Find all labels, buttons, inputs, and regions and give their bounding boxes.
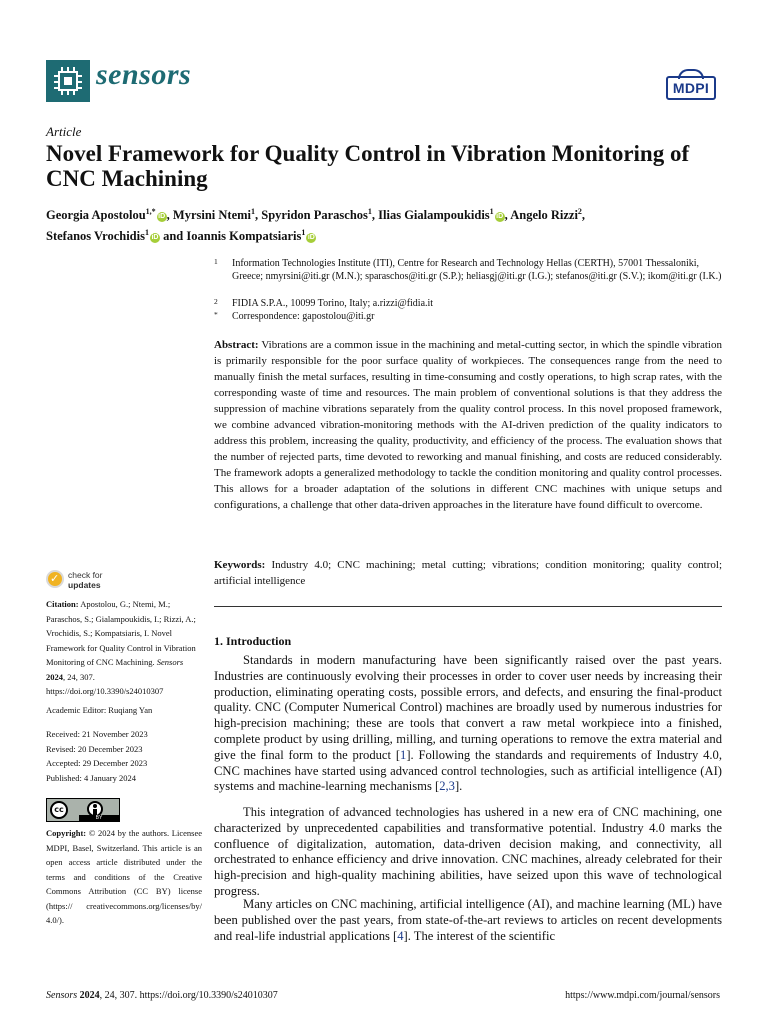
author-name[interactable]: Spyridon Paraschos [261, 208, 368, 223]
author-separator: and [159, 229, 187, 244]
citation-doi-link[interactable]: https://doi.org/10.3390/s24010307 [46, 686, 164, 696]
publisher-logo[interactable] [666, 72, 718, 102]
section-heading: 1. Introduction [214, 634, 292, 648]
reference-link[interactable]: 1 [400, 747, 407, 762]
abstract-text: Vibrations are a common issue in the machining and metal-cutting sector, in which the spindle vibration is primarily responsible for the poor surface quality of workpieces. The consequences range from the need to manually finish the metal surfaces, resulting in time-consuming and costly operations, to high scrap rates, with the corresponding waste of time and resources. The main problem of conventional solutions is that they address the suppression of machine vibrations separately from the quality control process. In this novel proposed framework, we combine advanced vibration-monitoring methods with the AI-driven prediction of the quality indicators to address this problem, increasing the quality, productivity, and efficiency of the process. The evaluation shows that the number of rejected parts, time devoted to reworking and manual finishing, and costs are reduced considerably. The framework adopts a generalized methodology to tackle the condition monitoring and quality control processes. This allows for a broader adaptation of the solutions in different CNC machines with unique setups and configurations, a challenge that other data-driven approaches in the literature have found difficult to overcome. [214, 339, 722, 511]
author-separator: , [371, 208, 379, 223]
author-name[interactable]: Georgia Apostolou [46, 208, 146, 223]
author-affiliation-marker: 1 [251, 207, 256, 216]
author-name[interactable]: Ilias Gialampoukidis [378, 208, 490, 223]
intro-paragraph-2: This integration of advanced technologies has ushered in a new era of CNC machining, one characterized by unprecedented capabilities and transformative potential. Industry 4.0 marks the confluence of digitalization, automation, data-driven decision making, and connectivity, all orchestrated to enhance efficiency and drive innovation. CNC machines, already celebrated for their high-precision and high-quality machining abilities, have seized upon this wave of technological progress. [214, 805, 722, 898]
cc-by-license-badge[interactable]: cc BY [46, 798, 120, 822]
orcid-icon[interactable]: iD [496, 213, 504, 221]
intro-paragraph-1: Standards in modern manufacturing have been significantly raised over the past years. Industries are continuously evolving their processes in order to cover user needs by increasing their production, eliminating operating costs, possible errors, and defects, and ensuring the final-product quality. CNC (Computer Numerical Control) machines are broadly used by numerous industries for high-precision machining; these are tools that convert a raw metal workpiece into a finished, complete product by using drilling, milling, and turning operations to remove the extra material and give the final form to the product [1]. Following the standards and requirements of Industry 4.0, CNC machines have started using advanced control technologies, such as artificial intelligence (AI) systems and machine-learning mechanisms [2,3]. [214, 653, 722, 794]
abstract [214, 337, 722, 513]
copyright-notice: Copyright: © 2024 by the authors. Licensee MDPI, Basel, Switzerland. This article is an open access article distributed under the terms and conditions of the Creative Commons Attribution (CC BY) license (https:// creativecommons.org/licenses/by/ 4.0/). [46, 828, 202, 925]
check-for-updates-button[interactable]: ✓ check for updates [46, 570, 166, 594]
article-dates [46, 727, 202, 785]
affiliation-2: 2 FIDIA S.P.A., 10099 Torino, Italy; a.rizzi@fidia.it [214, 297, 434, 309]
correspondence: * Correspondence: gapostolou@iti.gr [214, 310, 375, 322]
received-date: Received: 21 November 2023 [46, 729, 148, 739]
citation: Citation: Apostolou, G.; Ntemi, M.; Paraschos, S.; Gialampoukidis, I.; Rizzi, A.; Vrochidis, S.; Kompatsiaris, I. Novel Framework for Quality Control in Vibration Monitoring of CNC Machining. Sensors 2024, 24, 307. https://doi.org/10.3390/s24010307 [46, 599, 196, 696]
journal-url-link[interactable]: https://www.mdpi.com/journal/sensors [565, 990, 720, 1001]
reference-link[interactable]: 4 [397, 928, 404, 943]
affiliation-1: 1 Information Technologies Institute (ITI), Centre for Research and Technology Hellas (CERTH), 57001 Thessaloniki, Greece; nmyrsini@iti.gr (M.N.); sparaschos@iti.gr (S.P.); heliasgj@iti.gr (I.G.); stefanos@iti.gr (S.V.); ikom@iti.gr (I.K.) [214, 257, 722, 282]
author-name[interactable]: Angelo Rizzi [510, 208, 578, 223]
reference-link[interactable]: 2,3 [439, 779, 455, 794]
orcid-icon[interactable]: iD [158, 213, 166, 221]
author-list: Georgia Apostolou$^{1,*}$iD , Myrsini Ntemi$^1$, Spyridon Paraschos$^1$, Ilias Gialampoukidis$^1$iD , Angelo Rizzi$^2$, Stefanos Vrochidis$^1$iD and Ioannis Kompatsiaris$^1$iD [46, 207, 586, 244]
author-separator: , [166, 208, 173, 223]
academic-editor: Academic Editor: Ruqiang Yan [46, 705, 153, 715]
author-affiliation-marker: 1 [144, 228, 149, 238]
revised-date: Revised: 20 December 2023 [46, 743, 143, 754]
author-name[interactable]: Myrsini Ntemi [172, 208, 252, 223]
accepted-date: Accepted: 29 December 2023 [46, 758, 148, 768]
paper-title: Novel Framework for Quality Control in Vibration Monitoring of CNC Machining [46, 141, 690, 191]
keywords [214, 557, 722, 589]
author-name[interactable]: Ioannis Kompatsiaris [186, 229, 302, 244]
orcid-icon[interactable]: iD [307, 234, 315, 242]
publisher-name: MDPI [672, 80, 710, 96]
section-divider [214, 606, 722, 607]
article-type: Article [46, 124, 82, 139]
abstract-label: Abstract: [214, 339, 259, 351]
keywords-label: Keywords: [214, 559, 266, 571]
orcid-icon[interactable]: iD [151, 234, 159, 242]
footer-citation: Sensors 2024, 24, 307. https://doi.org/10.3390/s24010307 [46, 990, 278, 1001]
author-affiliation-marker: 2 [577, 207, 582, 216]
published-date: Published: 4 January 2024 [46, 772, 136, 783]
journal-logo-icon [46, 60, 90, 102]
author-affiliation-marker: 1,* [145, 207, 156, 216]
cc-icon: cc [50, 801, 68, 819]
author-affiliation-marker: 1 [301, 228, 306, 238]
author-name[interactable]: Stefanos Vrochidis [46, 229, 145, 244]
author-separator: , [255, 208, 262, 223]
author-affiliation-marker: 1 [489, 207, 494, 216]
author-separator: , [504, 208, 511, 223]
keywords-text: Industry 4.0; CNC machining; metal cutting; vibrations; condition monitoring; quality control; artificial intelligence [214, 559, 723, 587]
intro-paragraph-3: Many articles on CNC machining, artificial intelligence (AI), and machine learning (ML) have been published over the past years, from state-of-the-art reviews to articles on recent developments and real-life industrial applications [4]. The interest of the scientific [214, 897, 722, 943]
journal-name: sensors [96, 58, 192, 91]
author-affiliation-marker: 1 [367, 207, 372, 216]
